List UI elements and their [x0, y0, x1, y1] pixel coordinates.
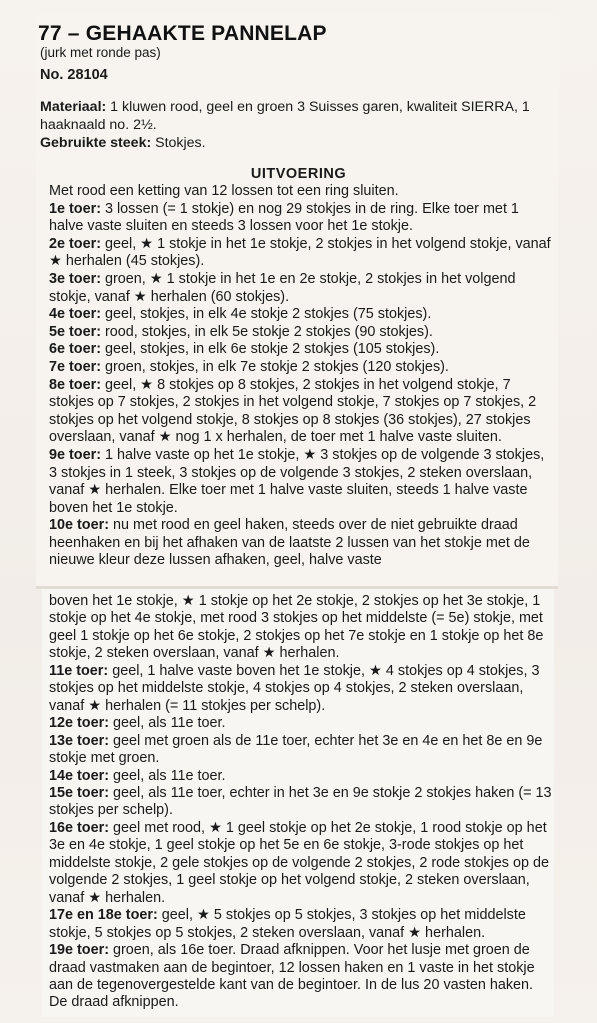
round-text: geel, als 11e toer, echter in het 3e en 9e stokje 2 stokjes haken (= 13 stokjes per schelp). [49, 784, 552, 819]
round-instruction [49, 715, 554, 732]
round-label: 8e toer: [49, 376, 101, 393]
pattern-subtitle: (jurk met ronde pas) [40, 45, 161, 60]
round-label: 5e toer: [49, 323, 101, 340]
round-label: 16e toer: [49, 819, 109, 836]
round-instruction [49, 942, 554, 1012]
round-label: 12e toer: [49, 715, 109, 732]
round-text: geel, ★ 1 stokje in het 1e stokje, 2 stokjes in het volgend stokje, vanaf ★ herhalen (45 stokjes). [49, 235, 551, 270]
rounds-top-list [49, 201, 554, 570]
rounds-bottom-list [49, 663, 554, 1012]
round-label: 15e toer: [49, 784, 109, 801]
round-instruction [49, 768, 554, 785]
round-instruction [49, 820, 554, 907]
round-instruction [49, 733, 554, 768]
intro-text: Met rood een ketting van 12 lossen tot een ring sluiten. [49, 183, 399, 199]
pattern-title: 77 – GEHAAKTE PANNELAP [38, 22, 327, 45]
round-text: geel, 1 halve vaste boven het 1e stokje, ★ 4 stokjes op 4 stokjes, 3 stokjes op het middelste stokje, 4 stokjes op 4 stokjes, 2 steken overslaan, vanaf ★ herhalen (= 11 stokjes per schelp). [49, 662, 540, 714]
round-label: 13e toer: [49, 732, 109, 749]
round-label: 9e toer: [49, 446, 101, 463]
round-text: nu met rood en geel haken, steeds over de niet gebruikte draad heenhaken en bij het afhaken van de laatste 2 lussen van het stokje met de nieuwe kleur deze lussen afhaken, geel, halve vaste [49, 517, 530, 569]
continuation-text: boven het 1e stokje, ★ 1 stokje op het 2e stokje, 2 stokjes op het 3e stokje, 1 stokje op het 4e stokje, met rood 3 stokjes op het middelste (= 5e) stokje, met geel 1 stokje op het 6e stokje, 2 stokjes op het 7e stokje en 1 stokje op het 8e stokje, 2 steken overslaan, vanaf ★ herhalen. [49, 593, 544, 662]
round-instruction [49, 341, 554, 359]
round-label: 14e toer: [49, 767, 109, 784]
stitch-label: Gebruikte steek: [40, 135, 152, 151]
round-label: 1e toer: [49, 200, 101, 217]
round-label: 2e toer: [49, 235, 101, 252]
round-instruction [49, 907, 554, 942]
round-label: 3e toer: [49, 270, 101, 287]
round-instruction [49, 377, 554, 447]
materials-text: 1 kluwen rood, geel en groen 3 Suisses garen, kwaliteit SIERRA, 1 haaknaald no. 2½. [40, 99, 530, 133]
round-label: 11e toer: [49, 662, 109, 679]
instructions-top [49, 183, 554, 570]
round-instruction [49, 271, 554, 306]
round-text: geel, ★ 5 stokjes op 5 stokjes, 3 stokjes op het middelste stokje, 5 stokjes op 5 stokjes, 2 steken overslaan, vanaf ★ herhalen. [49, 907, 526, 941]
round-instruction [49, 201, 554, 236]
pattern-number: No. 28104 [40, 67, 108, 83]
round-text: groen, stokjes, in elk 7e stokje 2 stokjes (120 stokjes). [100, 358, 449, 375]
round-instruction [49, 324, 554, 342]
round-instruction [49, 785, 554, 820]
round-instruction [49, 359, 554, 377]
round-text: geel, stokjes, in elk 6e stokje 2 stokjes (105 stokjes). [100, 341, 440, 358]
round-label: 17e en 18e toer: [49, 907, 158, 924]
round-text: groen, ★ 1 stokje in het 1e en 2e stokje, 2 stokjes in het volgend stokje, vanaf ★ herhalen (60 stokjes). [49, 270, 516, 305]
round-text: geel, ★ 8 stokjes op 8 stokjes, 2 stokjes in het volgend stokje, 7 stokjes op 7 stokjes, 2 stokjes in het volgend stokje, 7 stokjes op 7 stokjes, 2 stokjes op het volgend stokje, 8 stokjes op 8 stokjes (36 stokjes), 27 stokjes overslaan, vanaf ★ nog 1 x herhalen, de toer met 1 halve vaste sluiten. [49, 376, 537, 446]
materials-label: Materiaal: [40, 99, 107, 115]
round-instruction [49, 236, 554, 271]
round-instruction [49, 663, 554, 715]
stitch-text: Stokjes. [151, 135, 206, 151]
round-text: geel, als 11e toer. [109, 715, 226, 732]
round-text: 3 lossen (= 1 stokje) en nog 29 stokjes in de ring. Elke toer met 1 halve vaste sluiten en steeds 3 lossen voor het 1e stokje. [49, 200, 519, 235]
round-text: rood, stokjes, in elk 5e stokje 2 stokjes (90 stokjes). [100, 323, 433, 340]
round-text: geel met groen als de 11e toer, echter het 3e en 4e en het 8e en 9e stokje met groen. [49, 732, 543, 767]
round-text: geel, stokjes, in elk 4e stokje 2 stokjes (75 stokjes). [100, 306, 432, 323]
round-instruction [49, 306, 554, 324]
round-text: geel, als 11e toer. [109, 767, 226, 784]
round-instruction [49, 517, 554, 570]
round-label: 6e toer: [49, 341, 101, 358]
round-label: 7e toer: [49, 358, 101, 375]
round-instruction [49, 447, 554, 517]
round-label: 19e toer: [49, 942, 109, 959]
round-label: 4e toer: [49, 306, 101, 323]
round-text: groen, als 16e toer. Draad afknippen. Voor het lusje met groen de draad vastmaken aan de begintoer, 12 lossen haken en 1 vaste in het stokje aan de tegenovergestelde kant van de begintoer. In de lus 20 vasten haken. De draad afknippen. [49, 942, 535, 1011]
materials-block [40, 98, 558, 152]
round-label: 10e toer: [49, 517, 109, 534]
section-heading: UITVOERING [250, 166, 347, 182]
round-text: geel met rood, ★ 1 geel stokje op het 2e stokje, 1 rood stokje op het 3e en 4e stokje, 1 geel stokje op het 5e en 6e stokje, 3-rode stokjes op het middelste stokje, 2 gele stokjes op de volgende 2 stokjes, 2 rode stokjes op de volgende 2 stokjes, 1 geel stokje op het volgend stokje, 2 steken overslaan, vanaf ★ herhalen. [49, 819, 549, 906]
instructions-bottom [49, 593, 554, 1012]
round-text: 1 halve vaste op het 1e stokje, ★ 3 stokjes op de volgende 3 stokjes, 3 stokjes in 1 steek, 3 stokjes op de volgende 3 stokjes, 2 steken overslaan, vanaf ★ herhalen. Elke toer met 1 halve vaste sluiten, steeds 1 halve vaste boven het 1e stokje. [49, 446, 545, 516]
